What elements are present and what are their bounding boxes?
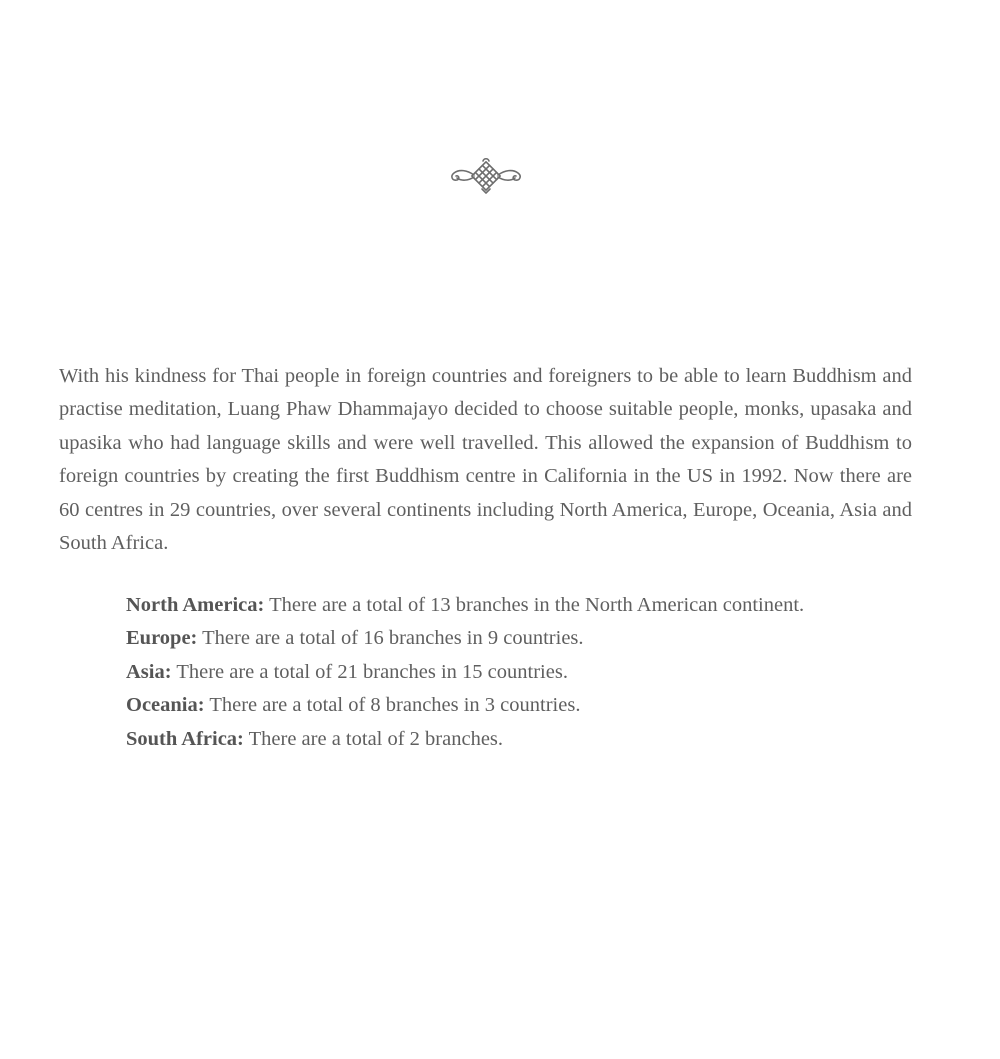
region-label: Asia: — [126, 660, 172, 683]
branch-item-north-america — [126, 589, 926, 622]
region-label: Oceania: — [126, 694, 205, 717]
endless-knot-ornament-icon — [447, 156, 525, 196]
branch-item-asia — [126, 656, 926, 689]
region-label: Europe: — [126, 627, 198, 650]
branch-description: There are a total of 2 branches. — [243, 727, 504, 750]
branch-item-europe — [126, 622, 926, 655]
branch-item-oceania — [126, 689, 926, 722]
branch-description: There are a total of 21 branches in 15 countries. — [171, 660, 568, 683]
branch-description: There are a total of 13 branches in the North American continent. — [264, 594, 805, 616]
intro-paragraph: With his kindness for Thai people in foreign countries and foreigners to be able to learn Buddhism and practise meditation, Luang Phaw Dhammajayo decided to choose suitable people, monks, upasaka and upasika who had language skills and were well travelled. This allowed the expansion of Buddhism to foreign countries by creating the first Buddhism centre in California in the US in 1992. Now there are 60 centres in 29 countries, over several continents including North America, Europe, Oceania, Asia and South Africa. — [59, 365, 912, 555]
region-label: North America: — [126, 594, 265, 616]
region-label: South Africa: — [126, 727, 244, 750]
branch-description: There are a total of 16 branches in 9 countries. — [197, 627, 584, 650]
branch-description: There are a total of 8 branches in 3 countries. — [204, 694, 581, 717]
branch-item-south-africa — [126, 723, 926, 756]
branch-list — [126, 589, 926, 756]
